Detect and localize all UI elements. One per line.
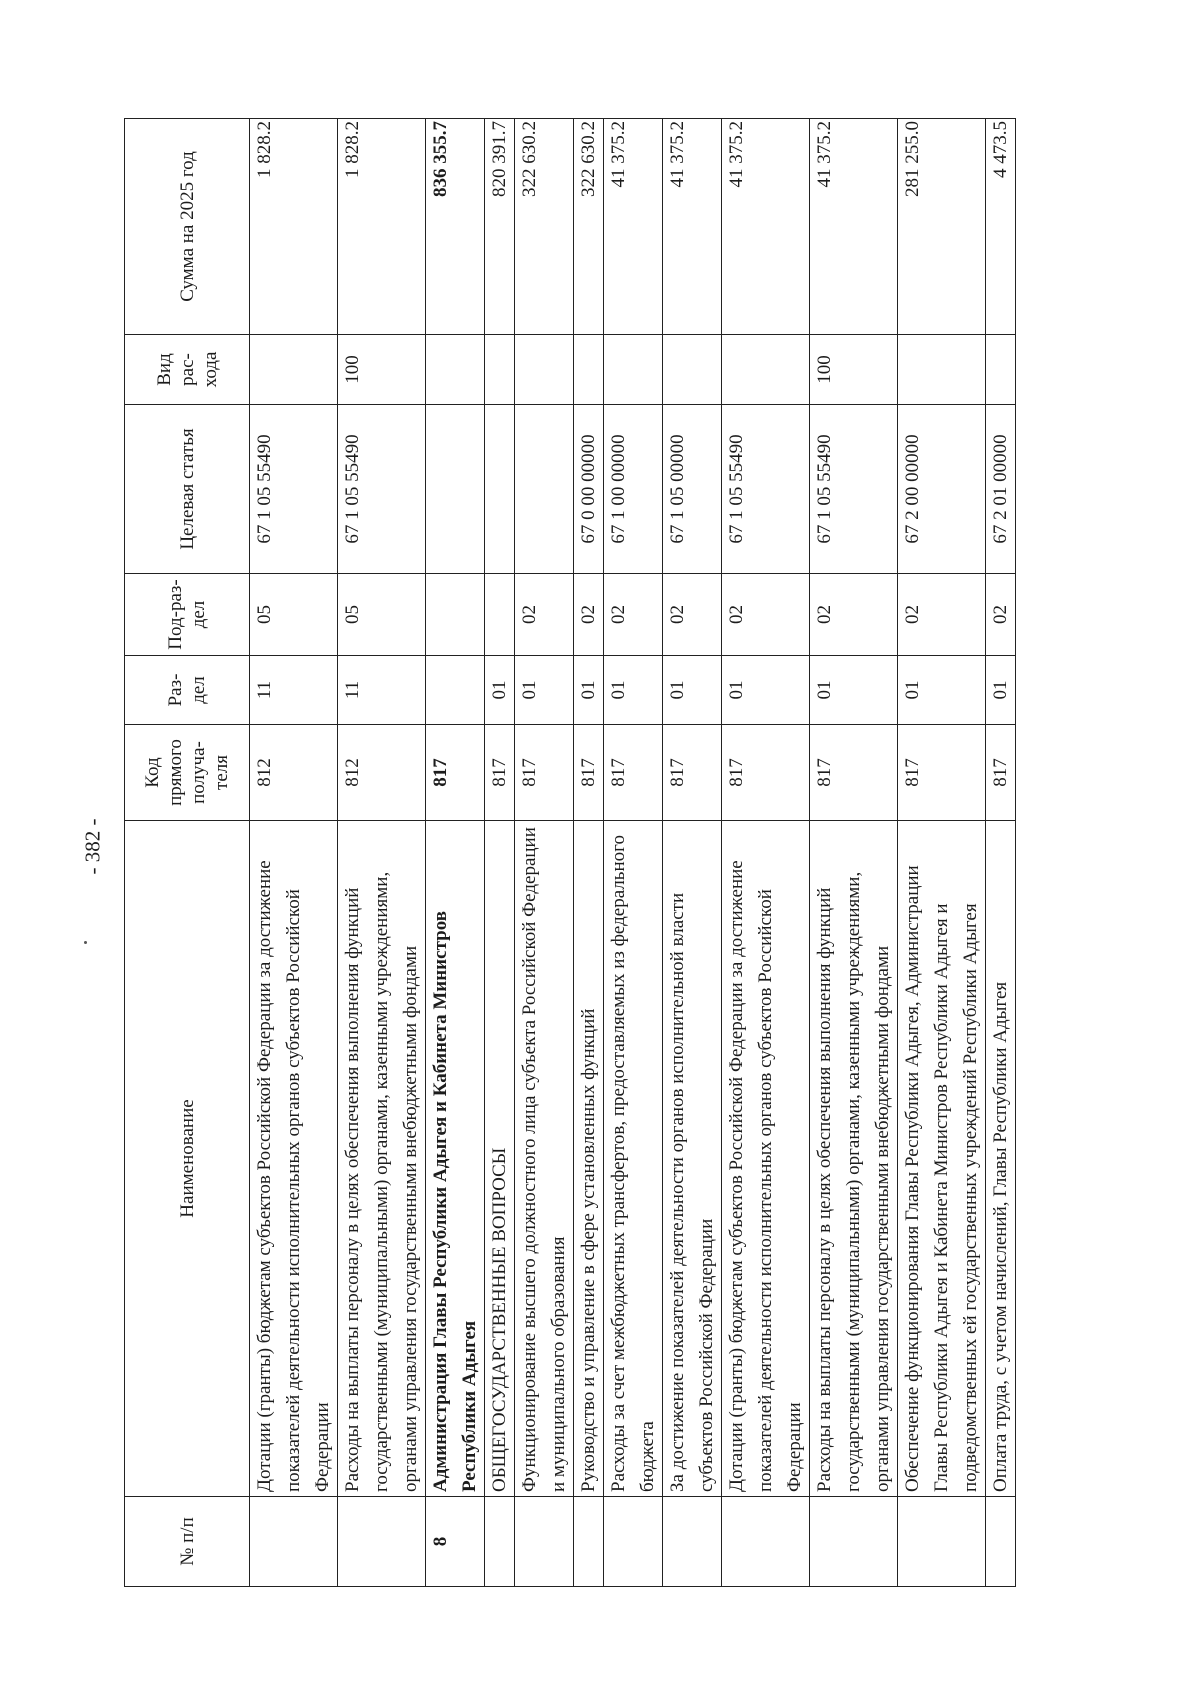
- cell-subsection: [485, 574, 515, 656]
- cell-num: [986, 1497, 1016, 1587]
- cell-target: [426, 405, 485, 574]
- cell-name: Руководство и управление в сфере установленных функций: [574, 821, 604, 1497]
- cell-section: 01: [485, 656, 515, 725]
- cell-amount: 41 375.2: [604, 119, 663, 335]
- cell-recipient: 812: [250, 725, 338, 821]
- cell-name: Расходы на выплаты персоналу в целях обеспечения выполнения функций государственными (муниципальными) органами, казенными учреждениями, органами управления государственными внебюджетными фондами: [810, 821, 898, 1497]
- page-number: - 382 -: [80, 818, 105, 874]
- cell-num: [250, 1497, 338, 1587]
- cell-section: 01: [898, 656, 986, 725]
- table-row: [426, 119, 485, 1587]
- cell-target: 67 0 00 00000: [574, 405, 604, 574]
- cell-name: ОБЩЕГОСУДАРСТВЕННЫЕ ВОПРОСЫ: [485, 821, 515, 1497]
- scan-speck: [84, 941, 87, 944]
- cell-subsection: 05: [338, 574, 426, 656]
- cell-amount: 820 391.7: [485, 119, 515, 335]
- table-row: [986, 119, 1016, 1587]
- header-section: Раз-дел: [125, 656, 250, 725]
- cell-expense-type: 100: [810, 335, 898, 405]
- cell-expense-type: [663, 335, 722, 405]
- cell-section: [426, 656, 485, 725]
- cell-expense-type: [898, 335, 986, 405]
- cell-subsection: 02: [722, 574, 810, 656]
- cell-num: 8: [426, 1497, 485, 1587]
- cell-section: 11: [250, 656, 338, 725]
- header-subsection: Под-раз-дел: [125, 574, 250, 656]
- cell-expense-type: [485, 335, 515, 405]
- cell-target: 67 1 05 55490: [250, 405, 338, 574]
- cell-name: Администрация Главы Республики Адыгея и Кабинета Министров Республики Адыгея: [426, 821, 485, 1497]
- header-target: Целевая статья: [125, 405, 250, 574]
- table-row: [250, 119, 338, 1587]
- cell-name: Расходы за счет межбюджетных трансфертов, предоставляемых из федерального бюджета: [604, 821, 663, 1497]
- cell-name: За достижение показателей деятельности органов исполнительной власти субъектов Российской Федерации: [663, 821, 722, 1497]
- cell-expense-type: [515, 335, 574, 405]
- cell-num: [663, 1497, 722, 1587]
- table-row: [338, 119, 426, 1587]
- cell-target: [515, 405, 574, 574]
- cell-section: 01: [810, 656, 898, 725]
- cell-amount: 41 375.2: [722, 119, 810, 335]
- table-row: [604, 119, 663, 1587]
- cell-amount: 41 375.2: [810, 119, 898, 335]
- rotated-budget-table-container: [124, 119, 1200, 1587]
- cell-subsection: 02: [810, 574, 898, 656]
- cell-num: [810, 1497, 898, 1587]
- cell-name: Дотации (гранты) бюджетам субъектов Российской Федерации за достижение показателей деятельности исполнительных органов субъектов Российской Федерации: [250, 821, 338, 1497]
- cell-recipient: 817: [485, 725, 515, 821]
- cell-subsection: 02: [515, 574, 574, 656]
- cell-target: 67 1 05 55490: [722, 405, 810, 574]
- cell-amount: 41 375.2: [663, 119, 722, 335]
- cell-recipient: 812: [338, 725, 426, 821]
- table-row: [898, 119, 986, 1587]
- cell-target: [485, 405, 515, 574]
- cell-recipient: 817: [604, 725, 663, 821]
- cell-target: 67 1 05 55490: [338, 405, 426, 574]
- cell-amount: 1 828.2: [250, 119, 338, 335]
- cell-section: 11: [338, 656, 426, 725]
- budget-table: [124, 118, 1016, 1587]
- header-recipient: Код прямого получа-теля: [125, 725, 250, 821]
- cell-subsection: 02: [604, 574, 663, 656]
- cell-subsection: 02: [574, 574, 604, 656]
- cell-target: 67 2 00 00000: [898, 405, 986, 574]
- cell-amount: 322 630.2: [515, 119, 574, 335]
- cell-num: [515, 1497, 574, 1587]
- cell-num: [898, 1497, 986, 1587]
- cell-expense-type: [986, 335, 1016, 405]
- cell-amount: 281 255.0: [898, 119, 986, 335]
- cell-section: 01: [604, 656, 663, 725]
- cell-recipient: 817: [515, 725, 574, 821]
- table-row: [574, 119, 604, 1587]
- cell-name: Оплата труда, с учетом начислений, Главы Республики Адыгея: [986, 821, 1016, 1497]
- cell-target: 67 1 05 55490: [810, 405, 898, 574]
- cell-num: [485, 1497, 515, 1587]
- cell-target: 67 2 01 00000: [986, 405, 1016, 574]
- cell-amount: 1 828.2: [338, 119, 426, 335]
- cell-section: 01: [574, 656, 604, 725]
- header-num: № п/п: [125, 1497, 250, 1587]
- table-row: [515, 119, 574, 1587]
- cell-subsection: 05: [250, 574, 338, 656]
- cell-num: [574, 1497, 604, 1587]
- cell-name: Функционирование высшего должностного лица субъекта Российской Федерации и муниципального образования: [515, 821, 574, 1497]
- cell-recipient: 817: [663, 725, 722, 821]
- cell-recipient: 817: [426, 725, 485, 821]
- cell-expense-type: 100: [338, 335, 426, 405]
- table-header-row: [125, 119, 250, 1587]
- cell-name: Расходы на выплаты персоналу в целях обеспечения выполнения функций государственными (муниципальными) органами, казенными учреждениями, органами управления государственными внебюджетными фондами: [338, 821, 426, 1497]
- cell-recipient: 817: [574, 725, 604, 821]
- cell-num: [338, 1497, 426, 1587]
- cell-subsection: 02: [986, 574, 1016, 656]
- cell-amount: 4 473.5: [986, 119, 1016, 335]
- cell-recipient: 817: [898, 725, 986, 821]
- cell-subsection: 02: [663, 574, 722, 656]
- cell-amount: 322 630.2: [574, 119, 604, 335]
- cell-subsection: 02: [898, 574, 986, 656]
- cell-section: 01: [722, 656, 810, 725]
- cell-expense-type: [604, 335, 663, 405]
- cell-expense-type: [426, 335, 485, 405]
- cell-subsection: [426, 574, 485, 656]
- cell-recipient: 817: [810, 725, 898, 821]
- cell-num: [722, 1497, 810, 1587]
- cell-amount: 836 355.7: [426, 119, 485, 335]
- cell-recipient: 817: [986, 725, 1016, 821]
- header-expense-type: Вид рас-хода: [125, 335, 250, 405]
- header-amount: Сумма на 2025 год: [125, 119, 250, 335]
- cell-section: 01: [663, 656, 722, 725]
- cell-expense-type: [250, 335, 338, 405]
- table-row: [663, 119, 722, 1587]
- cell-target: 67 1 00 00000: [604, 405, 663, 574]
- table-row: [485, 119, 515, 1587]
- cell-section: 01: [515, 656, 574, 725]
- header-name: Наименование: [125, 821, 250, 1497]
- cell-name: Обеспечение функционирования Главы Республики Адыгея, Администрации Главы Республики Адыгея и Кабинета Министров Республики Адыгея и подведомственных ей государственных учреждений Республики Адыгея: [898, 821, 986, 1497]
- cell-num: [604, 1497, 663, 1587]
- cell-expense-type: [574, 335, 604, 405]
- table-row: [810, 119, 898, 1587]
- cell-section: 01: [986, 656, 1016, 725]
- cell-expense-type: [722, 335, 810, 405]
- cell-target: 67 1 05 00000: [663, 405, 722, 574]
- cell-recipient: 817: [722, 725, 810, 821]
- table-row: [722, 119, 810, 1587]
- cell-name: Дотации (гранты) бюджетам субъектов Российской Федерации за достижение показателей деятельности исполнительных органов субъектов Российской Федерации: [722, 821, 810, 1497]
